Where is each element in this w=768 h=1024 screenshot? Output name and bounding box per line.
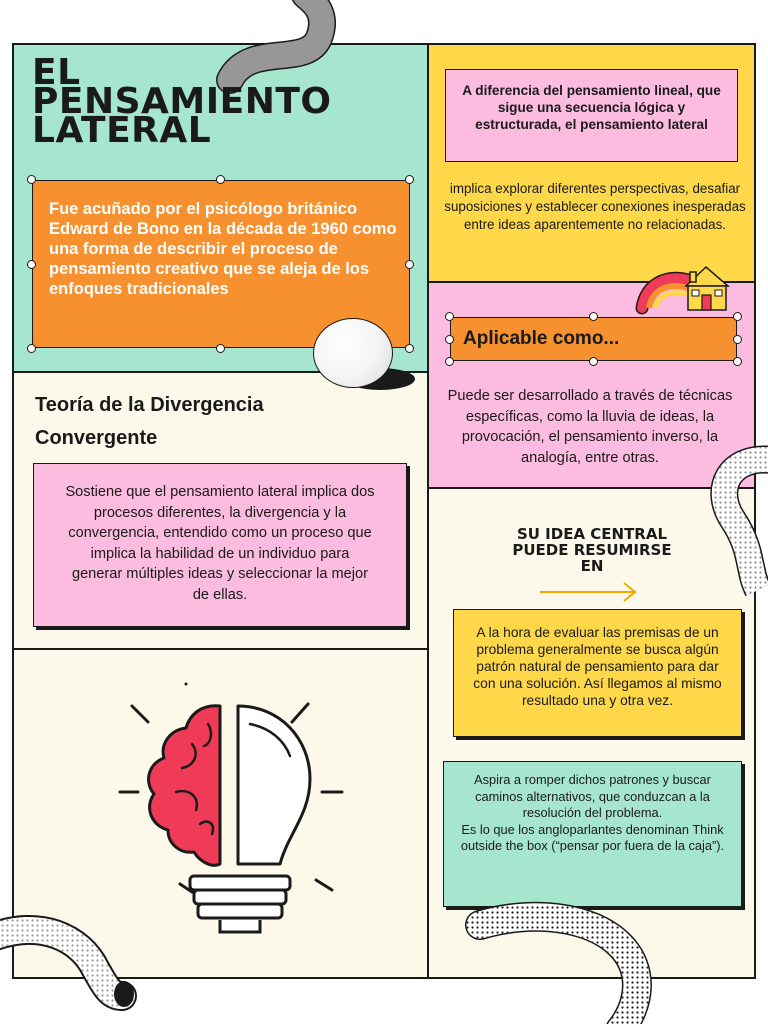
squiggle-decoration (470, 905, 670, 1024)
squiggle-decoration (0, 908, 140, 1024)
selection-handle (405, 344, 414, 353)
selection-handle (589, 312, 598, 321)
selection-handle (445, 335, 454, 344)
selection-handle (405, 175, 414, 184)
page-title (32, 52, 332, 151)
central-idea-heading (470, 526, 714, 574)
aplicable-text: Puede ser desarrollado a través de técnicas específicas, como la lluvia de ideas, la provocación, el pensamiento inverso, la analogía, entre otras. (447, 388, 733, 466)
title-line-2: PENSAMIENTO (32, 81, 332, 122)
central-heading-line-1: SU IDEA CENTRAL (516, 525, 668, 543)
central-heading-line-3: EN (580, 557, 604, 575)
selection-handle (216, 175, 225, 184)
aspira-text-2: Es lo que los angloparlantes denominan Think outside the box (“pensar por fuera de la caja”). (460, 821, 725, 853)
central-heading-line-2: PUEDE RESUMIRSE (512, 541, 672, 559)
selection-handle (27, 260, 36, 269)
title-line-3: LATERAL (32, 110, 212, 151)
central-idea-text: A la hora de evaluar las premisas de un problema generalmente se busca algún patrón natural de pensamiento para dar con una solución. Así llegamos al mismo resultado una y otra vez. (473, 625, 722, 708)
title-line-1: EL (32, 52, 81, 93)
selection-handle (27, 344, 36, 353)
aplicable-label: Aplicable como... (450, 317, 737, 361)
lightbulb-brain-icon (120, 684, 370, 944)
theory-heading-line-1: Teoría de la Divergencia (35, 394, 264, 416)
selection-handle (733, 335, 742, 344)
theory-heading-line-2: Convergente (35, 427, 158, 449)
central-idea-card (453, 609, 742, 737)
theory-card (33, 463, 407, 627)
selection-handle (733, 357, 742, 366)
aspira-text-1: Aspira a romper dichos patrones y buscar caminos alternativos, que conduzcan a la resolución del problema. (474, 772, 711, 820)
squiggle-decoration (698, 440, 768, 600)
lineal-box (445, 69, 738, 162)
selection-handle (589, 357, 598, 366)
selection-handle (445, 312, 454, 321)
selection-handle (733, 312, 742, 321)
selection-handle (216, 344, 225, 353)
intro-text: Fue acuñado por el psicólogo británico Edward de Bono en la década de 1960 como una forma de describir el proceso de pensamiento creativo que se aleja de los enfoques tradicionales (49, 200, 397, 298)
arrow-right-icon (538, 580, 640, 604)
selection-handle (27, 175, 36, 184)
sphere-icon (313, 318, 393, 388)
theory-heading (35, 389, 264, 455)
aspira-card (443, 761, 742, 907)
theory-text: Sostiene que el pensamiento lateral implica dos procesos diferentes, la divergencia y la convergencia, entendido como un proceso que implica la habilidad de un individuo para generar múltiples ideas y seleccionar la mejor de ellas. (65, 484, 375, 603)
selection-handle (405, 260, 414, 269)
lineal-continuation: implica explorar diferentes perspectivas, desafiar suposiciones y establecer conexiones inesperadas entre ideas aparentemente no relacionadas. (444, 181, 746, 232)
selection-handle (445, 357, 454, 366)
rainbow-house-icon (636, 262, 736, 314)
lineal-box-text: A diferencia del pensamiento lineal, que sigue una secuencia lógica y estructurada, el pensamiento lateral (462, 83, 721, 132)
